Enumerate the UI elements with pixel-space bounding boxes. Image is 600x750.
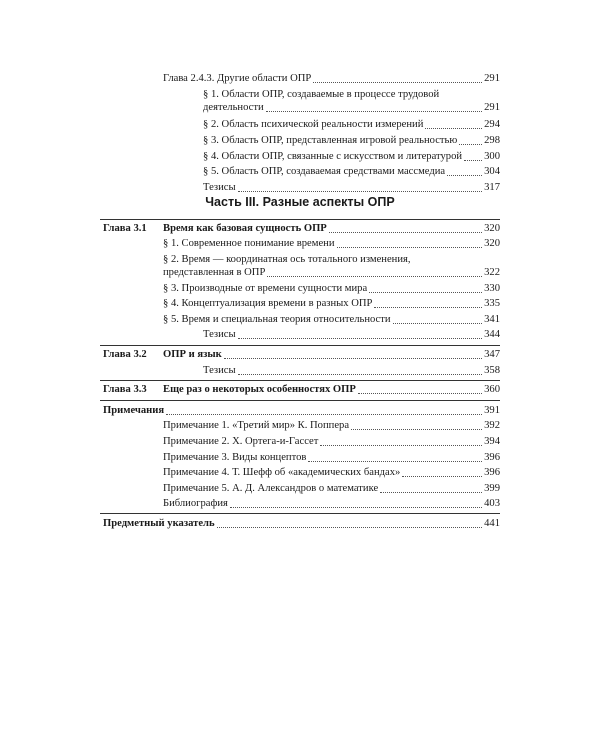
toc-entry-index[interactable] bbox=[103, 517, 500, 530]
toc-entry-ch31-s3[interactable] bbox=[163, 282, 500, 295]
toc-entry-ch31-s5[interactable] bbox=[163, 313, 500, 326]
toc-page: 396 bbox=[484, 452, 500, 463]
toc-entry-s5[interactable] bbox=[203, 165, 500, 178]
toc-page: 391 bbox=[484, 405, 500, 416]
toc-entry-note-2[interactable] bbox=[163, 435, 500, 448]
toc-entry-ch31-s2-line1[interactable]: § 2. Время — координатная ось тотального изменения, bbox=[163, 254, 411, 265]
leader-dots bbox=[447, 175, 482, 176]
toc-entry-note-3[interactable] bbox=[163, 451, 500, 464]
toc-entry-ch31-s4[interactable] bbox=[163, 297, 500, 310]
toc-page: 317 bbox=[484, 182, 500, 193]
toc-title: Примечание 4. Т. Шефф об «академических бандах» bbox=[163, 467, 401, 478]
toc-entry-s2[interactable] bbox=[203, 118, 500, 131]
toc-title: Еще раз о некоторых особенностях ОПР bbox=[163, 384, 356, 395]
leader-dots bbox=[374, 307, 482, 308]
toc-title: § 5. Область ОПР, создаваемая средствами массмедиа bbox=[203, 166, 446, 177]
leader-dots bbox=[320, 445, 482, 446]
divider bbox=[100, 513, 500, 514]
toc-page: 320 bbox=[484, 238, 500, 249]
leader-dots bbox=[166, 414, 482, 415]
chapter-label-3-3: Глава 3.3 bbox=[103, 384, 147, 395]
toc-page: 335 bbox=[484, 298, 500, 309]
toc-entry-note-4[interactable] bbox=[163, 466, 500, 479]
toc-page: 291 bbox=[484, 73, 500, 84]
leader-dots bbox=[266, 111, 482, 112]
toc-entry-s3[interactable] bbox=[203, 134, 500, 147]
leader-dots bbox=[459, 144, 482, 145]
leader-dots bbox=[238, 191, 483, 192]
toc-title: Библиография bbox=[163, 498, 228, 509]
leader-dots bbox=[402, 476, 482, 477]
leader-dots bbox=[329, 232, 482, 233]
toc-page: 300 bbox=[484, 151, 500, 162]
toc-entry-ch31-s1[interactable] bbox=[163, 237, 500, 250]
toc-entry-ch32-theses[interactable] bbox=[203, 364, 500, 377]
toc-entry-ch243[interactable] bbox=[163, 72, 500, 85]
toc-page: 320 bbox=[484, 223, 500, 234]
divider bbox=[100, 219, 500, 220]
toc-title: § 3. Область ОПР, представленная игровой реальностью bbox=[203, 135, 458, 146]
toc-page: 298 bbox=[484, 135, 500, 146]
toc-page: 304 bbox=[484, 166, 500, 177]
toc-title: Тезисы bbox=[203, 365, 236, 376]
toc-page: 291 bbox=[484, 102, 500, 113]
toc-entry-ch31-s2[interactable] bbox=[163, 266, 500, 279]
chapter-label-3-2: Глава 3.2 bbox=[103, 349, 147, 360]
toc-page: 330 bbox=[484, 283, 500, 294]
toc-page: 399 bbox=[484, 483, 500, 494]
leader-dots bbox=[313, 82, 482, 83]
toc-title: § 4. Области ОПР, связанные с искусством и литературой bbox=[203, 151, 463, 162]
toc-page: 341 bbox=[484, 314, 500, 325]
toc-entry-note-1[interactable] bbox=[163, 419, 500, 432]
leader-dots bbox=[351, 429, 482, 430]
leader-dots bbox=[337, 247, 483, 248]
toc-entry-s1[interactable] bbox=[203, 101, 500, 114]
toc-entry-s1-line1[interactable]: § 1. Области ОПР, создаваемые в процессе трудовой bbox=[203, 89, 440, 100]
toc-title: Глава 2.4.3. Другие области ОПР bbox=[163, 73, 312, 84]
leader-dots bbox=[267, 276, 482, 277]
toc-title: § 2. Область психической реальности измерений bbox=[203, 119, 424, 130]
leader-dots bbox=[224, 358, 482, 359]
toc-title: Примечание 1. «Третий мир» К. Поппера bbox=[163, 420, 350, 431]
toc-page: 394 bbox=[484, 436, 500, 447]
toc-title: § 4. Концептуализация времени в разных ОПР bbox=[163, 298, 373, 309]
toc-title: § 1. Современное понимание времени bbox=[163, 238, 335, 249]
toc-title: ОПР и язык bbox=[163, 349, 222, 360]
leader-dots bbox=[238, 374, 483, 375]
toc-entry-s4[interactable] bbox=[203, 150, 500, 163]
leader-dots bbox=[380, 492, 482, 493]
toc-title: § 5. Время и специальная теория относительности bbox=[163, 314, 391, 325]
leader-dots bbox=[369, 292, 482, 293]
toc-page: 294 bbox=[484, 119, 500, 130]
toc-title: Примечание 3. Виды концептов bbox=[163, 452, 307, 463]
chapter-label-3-1: Глава 3.1 bbox=[103, 223, 147, 234]
toc-title: Время как базовая сущность ОПР bbox=[163, 223, 327, 234]
toc-entry-bibliography[interactable] bbox=[163, 497, 500, 510]
toc-entry-ch32[interactable] bbox=[163, 348, 500, 361]
toc-title: Примечания bbox=[103, 405, 165, 416]
toc-title: Примечание 2. Х. Ортега-и-Гассет bbox=[163, 436, 319, 447]
divider bbox=[100, 345, 500, 346]
leader-dots bbox=[464, 160, 482, 161]
leader-dots bbox=[393, 323, 483, 324]
toc-title: деятельности bbox=[203, 102, 264, 113]
toc-page: 392 bbox=[484, 420, 500, 431]
toc-page: 322 bbox=[484, 267, 500, 278]
toc-entry-ch31-theses[interactable] bbox=[203, 328, 500, 341]
toc-title: Примечание 5. А. Д. Александров о математике bbox=[163, 483, 379, 494]
leader-dots bbox=[358, 393, 482, 394]
toc-page: 347 bbox=[484, 349, 500, 360]
toc-entry-notes[interactable] bbox=[103, 404, 500, 417]
toc-entry-note-5[interactable] bbox=[163, 482, 500, 495]
leader-dots bbox=[425, 128, 482, 129]
toc-page: 358 bbox=[484, 365, 500, 376]
toc-title: Тезисы bbox=[203, 182, 236, 193]
part-title: Часть III. Разные аспекты ОПР bbox=[205, 195, 395, 209]
toc-page: 441 bbox=[484, 518, 500, 529]
toc-page: 396 bbox=[484, 467, 500, 478]
toc-title: § 3. Производные от времени сущности мира bbox=[163, 283, 368, 294]
toc-title: представленная в ОПР bbox=[163, 267, 266, 278]
toc-page: 403 bbox=[484, 498, 500, 509]
divider bbox=[100, 400, 500, 401]
toc-entry-theses[interactable] bbox=[203, 181, 500, 194]
toc-page: 344 bbox=[484, 329, 500, 340]
toc-entry-ch33[interactable] bbox=[163, 383, 500, 396]
divider bbox=[100, 380, 500, 381]
leader-dots bbox=[308, 461, 482, 462]
leader-dots bbox=[238, 338, 483, 339]
toc-entry-ch31[interactable] bbox=[163, 222, 500, 235]
toc-title: Предметный указатель bbox=[103, 518, 215, 529]
toc-page: 360 bbox=[484, 384, 500, 395]
leader-dots bbox=[217, 527, 483, 528]
leader-dots bbox=[230, 507, 482, 508]
toc-title: Тезисы bbox=[203, 329, 236, 340]
